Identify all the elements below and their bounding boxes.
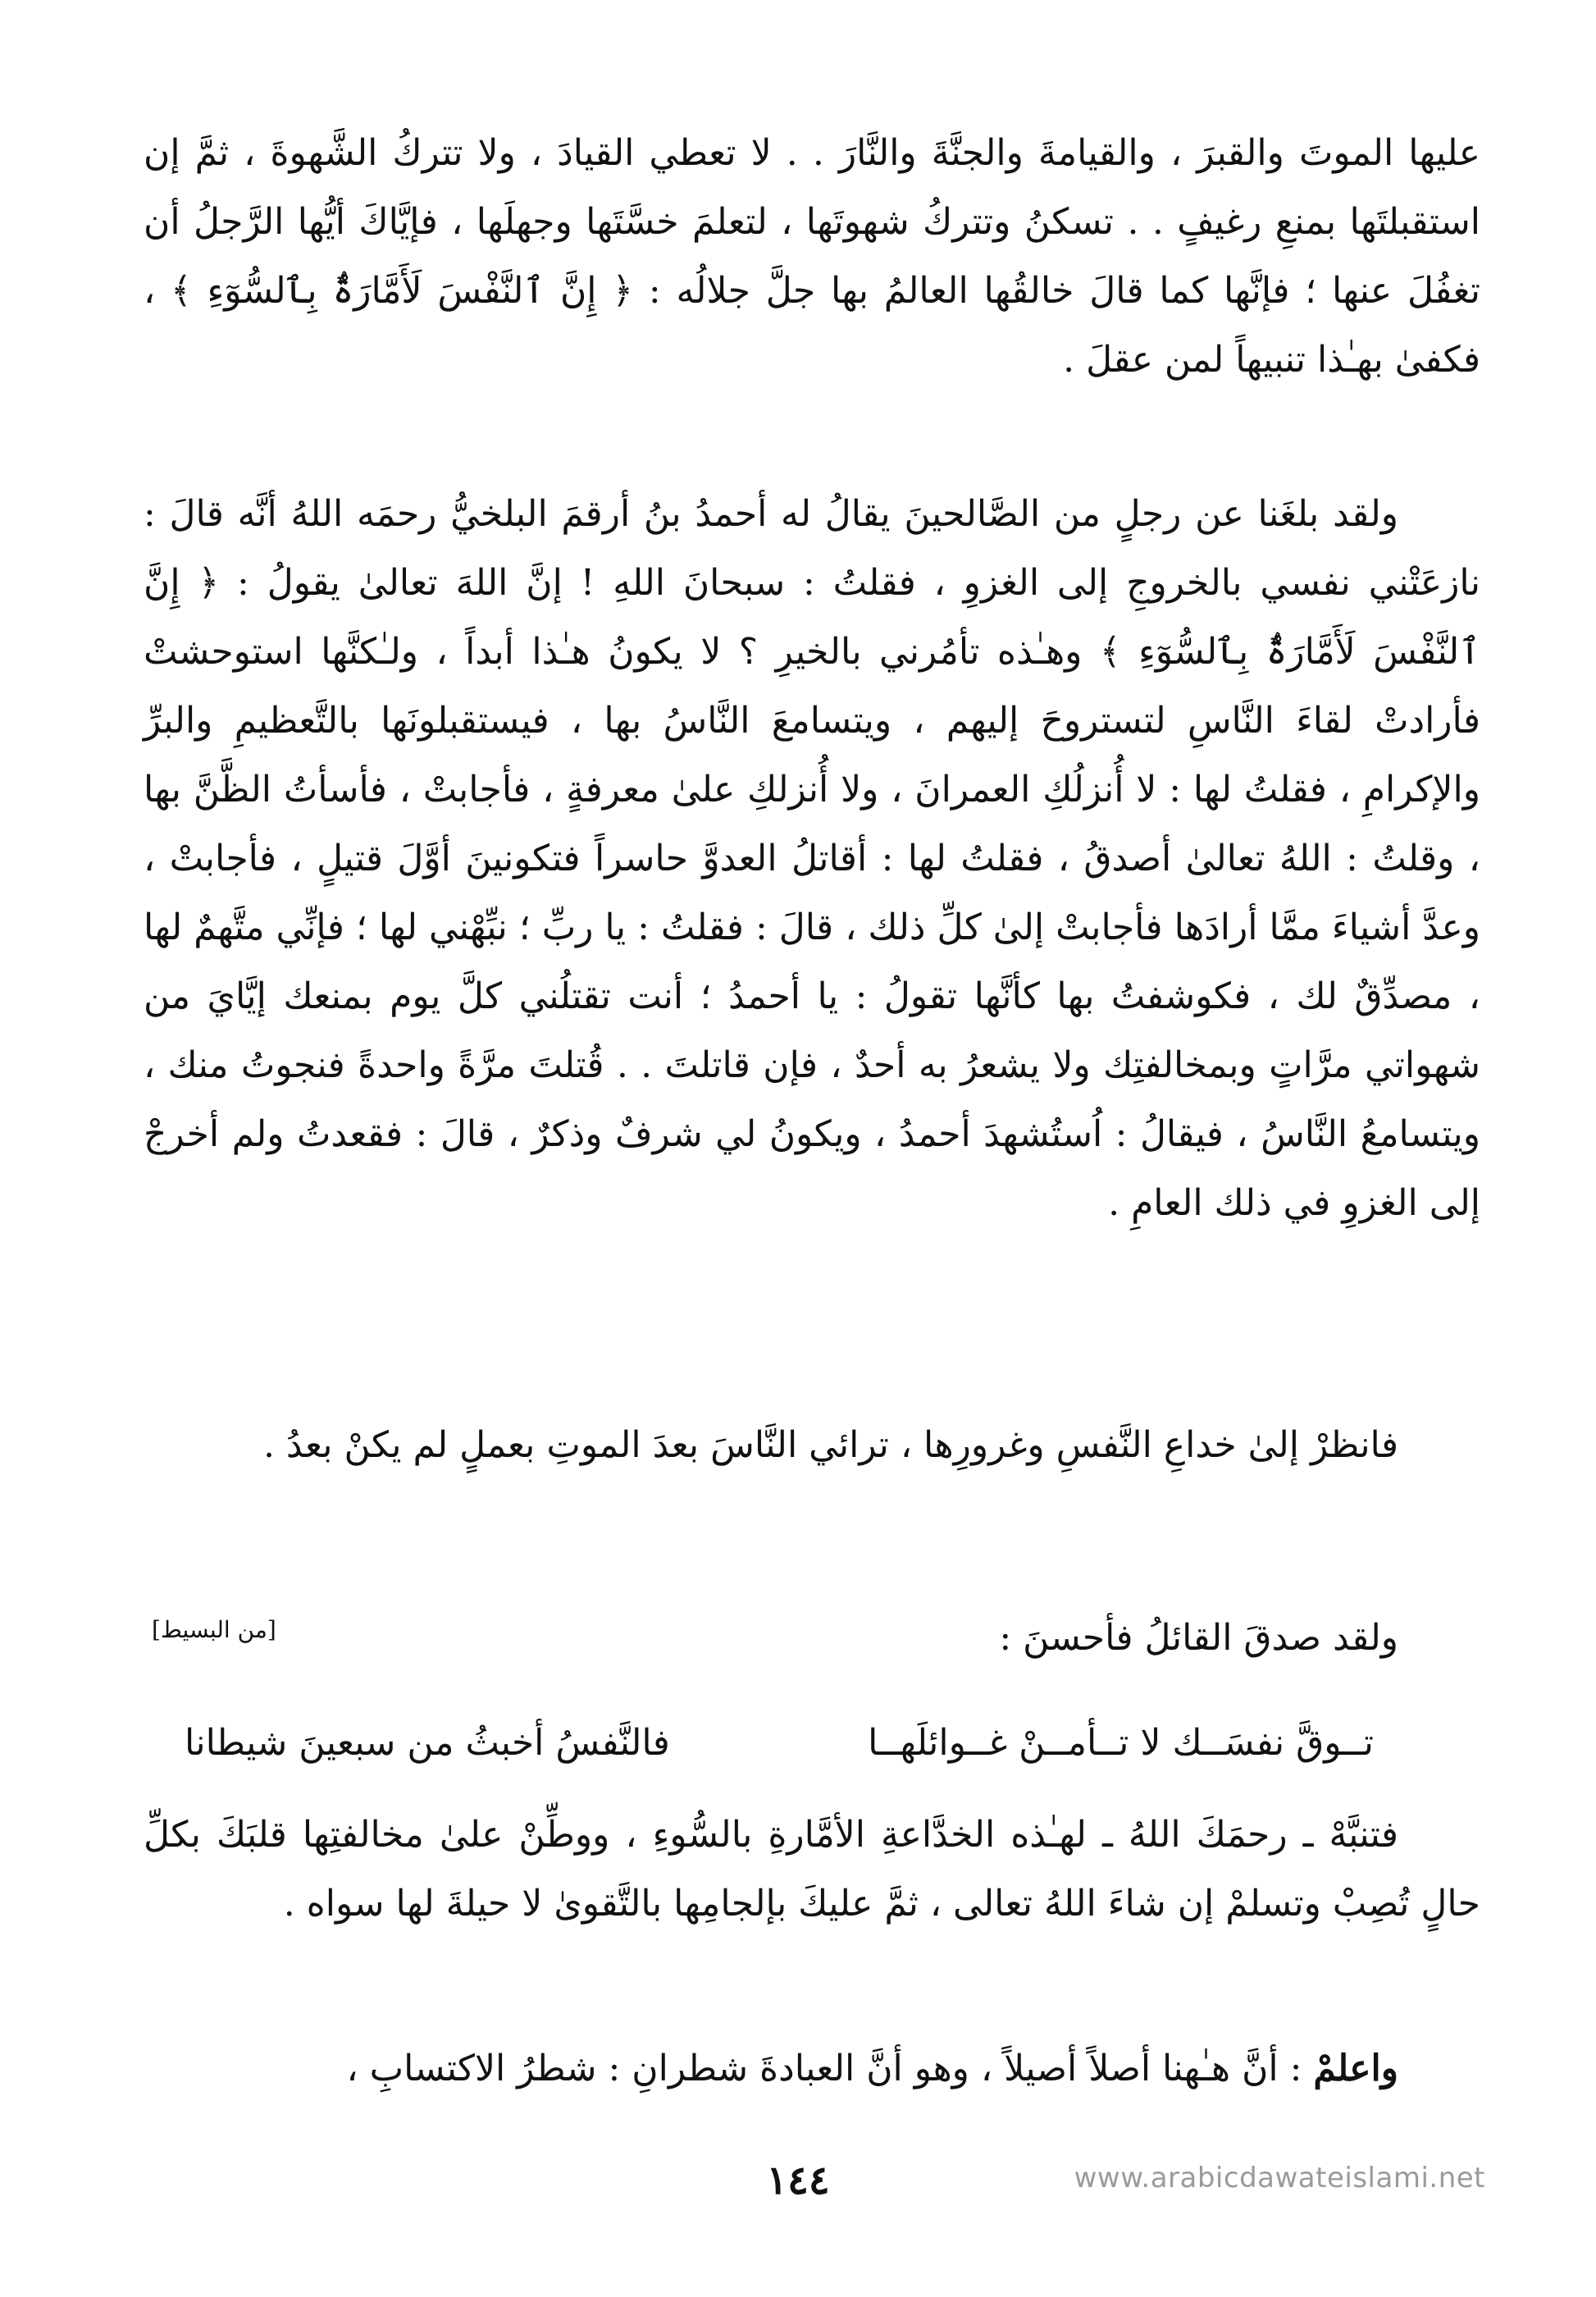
poem-meter-label: [من البسيط] [152,1616,276,1643]
paragraph-text: ولقد بلغَنا عن رجلٍ من الصَّالحينَ يقالُ له أحمدُ بنُ أرقمَ البلخيُّ رحمَه اللهُ أنَّه قالَ : نازعَتْني نفسي بالخروجِ إلى الغزوِ ، فقلتُ : سبحانَ اللهِ ! إنَّ اللهَ تعالىٰ يقولُ : ﴿ إِنَّ ٱلنَّفْسَ لَأَمَّارَةٌۢ بِٱلسُّوٓءِ ﴾ وهـٰذه تأمُرني بالخيرِ ؟ لا يكونُ هـٰذا أبداً ، ولـٰكنَّها استوحشتْ فأرادتْ لقاءَ النَّاسِ لتستروحَ إليهم ، ويتسامعَ النَّاسُ بها ، فيستقبلونَها بالتَّعظيمِ والبرِّ والإكرامِ ، فقلتُ لها : لا أُنزلُكِ العمرانَ ، ولا أُنزلكِ علىٰ معرفةٍ ، فأجابتْ ، فأسأتُ الظَّنَّ بها ، وقلتُ : اللهُ تعالىٰ أصدقُ ، فقلتُ لها : أقاتلُ العدوَّ حاسراً فتكونينَ أوَّلَ قتيلٍ ، فأجابتْ ، وعدَّ أشياءَ ممَّا أرادَها فأجابتْ إلىٰ كلِّ ذلك ، قالَ : فقلتُ : يا ربِّ ؛ نبِّهْني لها ؛ فإنِّي متَّهمٌ لها ، مصدِّقٌ لك ، فكوشفتُ بها كأنَّها تقولُ : يا أحمدُ ؛ أنت تقتلُني كلَّ يوم بمنعك إيَّايَ من شهواتي مرَّاتٍ وبمخالفتِك ولا يشعرُ به أحدٌ ، فإن قاتلتَ . . قُتلتَ مرَّةً واحدةً فنجوتُ منك ، ويتسامعُ النَّاسُ ، فيقالُ : اُستُشهدَ أحمدُ ، ويكونُ لي شرفٌ وذكرٌ ، قالَ : فقعدتُ ولم أخرجْ إلى الغزوِ في ذلك العامِ . [144,493,1480,1224]
paragraph-5 [144,1801,1480,1939]
emphasized-lead-word: واعلمْ [1313,2048,1398,2089]
paragraph-6 [144,2034,1480,2103]
paragraph-rest: : أنَّ هـٰهنا أصلاً أصيلاً ، وهو أنَّ العبادةَ شطرانِ : شطرُ الاكتسابِ ، [346,2048,1314,2089]
poem-first-hemistich: تــوقَّ نفسَــك لا تــأمــنْ غــوائلَهــا [868,1722,1374,1764]
paragraph-3 [144,1411,1480,1480]
paragraph-1 [144,119,1480,395]
website-watermark: www.arabicdawateislami.net [1074,2162,1485,2194]
paragraph-text: ولقد صدقَ القائلُ فأحسنَ : [999,1617,1398,1659]
paragraph-2 [144,480,1480,1238]
paragraph-text: فانظرْ إلىٰ خداعِ النَّفسِ وغرورِها ، ترائي النَّاسَ بعدَ الموتِ بعملٍ لم يكنْ بعدُ . [262,1424,1398,1466]
paragraph-text: عليها الموتَ والقبرَ ، والقيامةَ والجنَّةَ والنَّارَ . . لا تعطي القيادَ ، ولا تتركُ الشَّهوةَ ، ثمَّ إن استقبلتَها بمنعِ رغيفٍ . . تسكنُ وتتركُ شهوتَها ، لتعلمَ خسَّتَها وجهلَها ، فإيَّاكَ أيُّها الرَّجلُ أن تغفُلَ عنها ؛ فإنَّها كما قالَ خالقُها العالمُ بها جلَّ جلالُه : ﴿ إِنَّ ٱلنَّفْسَ لَأَمَّارَةٌۢ بِٱلسُّوٓءِ ﴾ ، فكفىٰ بهـٰذا تنبيهاً لمن عقلَ . [144,132,1480,381]
page-number: ١٤٤ [766,2158,830,2203]
paragraph-text: فتنبَّهْ ـ رحمَكَ اللهُ ـ لهـٰذه الخدَّاعةِ الأمَّارةِ بالسُّوءِ ، ووطِّنْ علىٰ مخالفتِها قلبَكَ بكلِّ حالٍ تُصِبْ وتسلمْ إن شاءَ اللهُ تعالى ، ثمَّ عليكَ بإلجامِها بالتَّقوىٰ لا حيلةَ لها سواه . [144,1814,1480,1925]
poem-second-hemistich: فالنَّفسُ أخبثُ من سبعينَ شيطانا [185,1722,670,1764]
poem-intro [144,1604,1480,1673]
poem-verse [144,1715,1480,1772]
paragraph-text [144,2034,1480,2103]
